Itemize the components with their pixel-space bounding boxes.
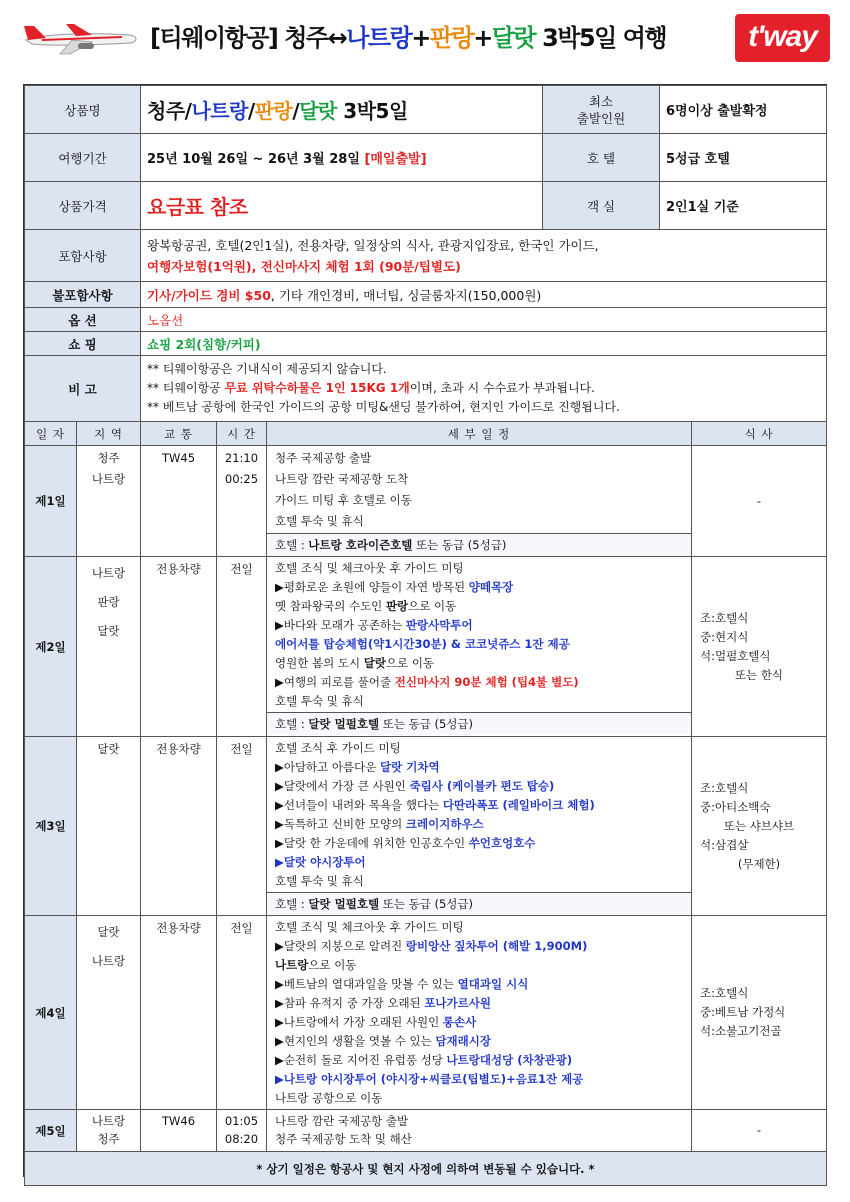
included-value [141, 230, 827, 282]
schedule-line [275, 673, 687, 692]
excluded-value [141, 282, 827, 308]
line-highlight: 달랏 [363, 656, 386, 670]
schedule-line: 호텔 조식 및 체크아웃 후 가이드 미팅 [275, 561, 464, 575]
line-text: ▶아담하고 아름다운 [275, 760, 381, 774]
line-highlight: 전신마사지 90분 체험 (팁4불 별도) [394, 675, 579, 689]
transport-cell: 전용차량 [141, 557, 217, 737]
schedule-line [275, 758, 687, 777]
min-participants-value: 6명이상 출발확정 [660, 86, 827, 134]
line-highlight: 나트랑 [275, 958, 309, 972]
day-label: 제2일 [25, 557, 77, 737]
meal-line: 또는 샤브샤브 [723, 818, 795, 833]
col-region: 지 역 [77, 422, 141, 446]
schedule-line: ▶달랏 야시장투어 [275, 855, 366, 869]
meal-line: 조:호텔식 [700, 610, 749, 625]
line-text: ▶독특하고 신비한 모양의 [275, 817, 406, 831]
transport-cell: 전용차량 [141, 916, 217, 1110]
line-highlight: 달랏 기차역 [380, 760, 440, 774]
product-name-part: / [292, 99, 300, 123]
region-cell [77, 557, 141, 737]
hotel-line [267, 533, 691, 556]
time-cell: 전일 [217, 737, 267, 916]
region-cell [77, 916, 141, 1110]
included-label: 포함사항 [25, 230, 141, 282]
title-plus: + [473, 24, 492, 52]
product-info-table [24, 85, 827, 422]
line-text: ▶참파 유적지 중 가장 오래된 [275, 996, 425, 1010]
guide-fee: 기사/가이드 경비 $50 [147, 287, 271, 303]
hotel-line [267, 712, 691, 735]
region: 청주 [97, 451, 120, 465]
schedule-row-day3 [25, 737, 827, 916]
hotel-grade: 또는 동급 (5성급) [379, 897, 473, 911]
schedule-line: 호텔 투숙 및 휴식 [275, 514, 364, 528]
included-line: 왕복항공권, 호텔(2인1실), 전용차량, 일정상의 식사, 관광지입장료, 한국인 가이드, [147, 237, 599, 253]
meal-line: 석:멀펄호텔식 [700, 648, 771, 663]
schedule-line: 에어서틀 탑승체험(약1시간30분) & 코코넛쥬스 1잔 제공 [275, 637, 570, 651]
line-text: ▶달랏 한 가운데에 위치한 인공호수인 [275, 836, 469, 850]
product-name-part: 3박5일 [336, 99, 408, 123]
included-line-highlight: 여행자보험(1억원), 전신마사지 체험 1회 (90분/팁별도) [147, 258, 461, 274]
product-name-part: 달랏 [299, 99, 337, 123]
schedule-line [275, 956, 687, 975]
schedule-line [275, 654, 687, 673]
hotel-name: 달랏 멀펄호텔 [308, 717, 380, 731]
region: 나트랑 [91, 1114, 126, 1128]
meal-line: (무제한) [737, 856, 781, 871]
line-highlight: 포나가르사원 [424, 996, 491, 1010]
col-transport: 교 통 [141, 422, 217, 446]
meal-cell [692, 916, 827, 1110]
col-day: 일 자 [25, 422, 77, 446]
product-name-part: 나트랑 [191, 99, 248, 123]
schedule-row-day1 [25, 446, 827, 557]
excluded-label: 불포함사항 [25, 282, 141, 308]
region: 나트랑 [91, 954, 126, 968]
schedule-line: 호텔 투숙 및 휴식 [275, 874, 364, 888]
meal-line: 조:호텔식 [700, 780, 749, 795]
region: 판랑 [97, 595, 120, 609]
price-label: 상품가격 [25, 182, 141, 230]
meal-line: 중:아티소백숙 [700, 799, 771, 814]
travel-period-dates: 25년 10월 26일 ~ 26년 3월 28일 [147, 152, 360, 167]
schedule-line: ▶나트랑 야시장투어 (야시장+씨클로(팁별도)+음료1잔 제공 [275, 1072, 584, 1086]
meal-cell [692, 737, 827, 916]
line-highlight: 양떼목장 [468, 580, 514, 594]
region-cell [77, 1110, 141, 1152]
excluded-rest: , 기타 개인경비, 매너팁, 싱글룸차지(150,000원) [270, 287, 542, 303]
region: 청주 [97, 1132, 120, 1146]
time: 21:10 [224, 451, 259, 465]
line-text: 옛 참파왕국의 수도인 [275, 599, 386, 613]
title-suffix: 3박5일 여행 [542, 24, 667, 52]
time-cell: 전일 [217, 916, 267, 1110]
travel-period-label: 여행기간 [25, 134, 141, 182]
product-name-part: / [247, 99, 255, 123]
title-dest-dalat: 달랏 [491, 24, 536, 52]
schedule-line: 호텔 투숙 및 휴식 [275, 694, 364, 708]
meal-line: 조:호텔식 [700, 986, 749, 1000]
line-highlight: 쑤언흐엉호수 [468, 836, 536, 850]
line-highlight: 판랑 [385, 599, 409, 613]
remark-text: 이며, 초과 시 수수료가 부과됩니다. [409, 381, 595, 395]
schedule-line: 나트랑 공항으로 이동 [275, 1091, 383, 1105]
schedule-line [275, 994, 687, 1013]
time-cell: 전일 [217, 557, 267, 737]
col-meal: 식 사 [692, 422, 827, 446]
line-highlight: 랑비앙산 짚차투어 (해발 1,900M) [405, 939, 588, 953]
meal-line: 중:베트남 가정식 [700, 1005, 786, 1019]
region: 나트랑 [91, 566, 126, 580]
remark-line: ** 베트남 공항에 한국인 가이드의 공항 미팅&샌딩 불가하여, 현지인 가이드로 진행됩니다. [147, 400, 620, 414]
schedule-line [275, 1013, 687, 1032]
remark-line [147, 379, 826, 398]
region-cell [77, 446, 141, 557]
title-dest-nhatrang: 나트랑 [346, 24, 412, 52]
room-value: 2인1실 기준 [660, 182, 827, 230]
region: 달랏 [97, 624, 120, 638]
remarks-label: 비 고 [25, 356, 141, 422]
title-plus: + [411, 24, 430, 52]
line-highlight: 롱손사 [442, 1015, 477, 1029]
round-trip-arrow-icon: ↔ [327, 24, 347, 52]
shopping-label: 쇼 핑 [25, 332, 141, 356]
page-header [0, 0, 850, 80]
remark-text: ** 티웨이항공 [147, 381, 225, 395]
line-highlight: 다딴라폭포 (레일바이크 체험) [442, 798, 595, 812]
hotel-grade: 또는 동급 (5성급) [379, 717, 473, 731]
option-label: 옵 션 [25, 308, 141, 332]
daily-departure-note: [매일출발] [364, 152, 427, 167]
line-text: 으로 이동 [308, 958, 357, 972]
meal-cell [692, 557, 827, 737]
remarks-value [141, 356, 827, 422]
schedule-row-day5 [25, 1110, 827, 1152]
hotel-line [267, 892, 691, 915]
hotel-grade: 또는 동급 (5성급) [412, 538, 507, 552]
schedule-row-day2 [25, 557, 827, 737]
line-text: 영원한 봄의 도시 [275, 656, 364, 670]
detail-cell [267, 557, 692, 737]
schedule-line: 나트랑 깜란 국제공항 도착 [275, 472, 409, 486]
time-cell [217, 446, 267, 557]
detail-cell [267, 446, 692, 557]
schedule-line: 청주 국제공항 출발 [275, 451, 372, 465]
product-name-part: 청주/ [147, 99, 192, 123]
meal-line: 석:소불고기전골 [700, 1024, 782, 1038]
meal-line: 석:삼겹살 [700, 837, 749, 852]
price-value: 요금표 참조 [141, 182, 543, 230]
schedule-line: 청주 국제공항 도착 및 해산 [275, 1132, 412, 1146]
product-name-label: 상품명 [25, 86, 141, 134]
day-label: 제1일 [25, 446, 77, 557]
line-highlight: 나트랑대성당 (차창관광) [446, 1053, 573, 1067]
line-text: ▶나트랑에서 가장 오래된 사원인 [275, 1015, 443, 1029]
title-prefix: [티웨이항공] 청주 [150, 24, 328, 52]
line-text: ▶달랏의 지붕으로 알려진 [275, 939, 406, 953]
transport-cell: TW45 [141, 446, 217, 557]
tway-logo: t'way [735, 14, 830, 62]
footer-notice: * 상기 일정은 항공사 및 현지 사정에 의하여 변동될 수 있습니다. * [25, 1152, 827, 1186]
baggage-allowance: 무료 위탁수하물은 1인 15KG 1개 [224, 381, 410, 395]
schedule-line: 나트랑 깜란 국제공항 출발 [275, 1114, 409, 1128]
meal-line: 또는 한식 [734, 667, 784, 682]
line-text: ▶베트남의 열대과일을 맛볼 수 있는 [275, 977, 458, 991]
title-dest-phanrang: 판랑 [429, 24, 474, 52]
transport-cell: 전용차량 [141, 737, 217, 916]
itinerary-frame [23, 84, 827, 1177]
time: 00:25 [224, 472, 259, 486]
schedule-line [275, 777, 687, 796]
line-text: ▶현지인의 생활을 엿볼 수 있는 [275, 1034, 436, 1048]
line-text: 으로 이동 [408, 599, 457, 613]
region: 나트랑 [91, 472, 126, 486]
line-text: ▶순전히 돌로 지어진 유럽풍 성당 [275, 1053, 447, 1067]
product-name-part: 판랑 [254, 99, 293, 123]
schedule-line: 호텔 조식 후 가이드 미팅 [275, 741, 401, 755]
hotel-label: 호 텔 [543, 134, 660, 182]
schedule-line [275, 597, 687, 616]
time-cell [217, 1110, 267, 1152]
schedule-line [275, 937, 687, 956]
time: 01:05 [224, 1114, 259, 1128]
travel-period-value [141, 134, 543, 182]
line-text: ▶평화로운 초원에 양들이 자연 방목된 [275, 580, 469, 594]
room-label: 객 실 [543, 182, 660, 230]
hotel-prefix: 호텔 : [275, 717, 309, 731]
meal-line: 중:현지식 [700, 629, 749, 644]
detail-cell [267, 916, 692, 1110]
shopping-value: 쇼핑 2회(침향/커피) [141, 332, 827, 356]
time: 08:20 [224, 1132, 259, 1146]
region-cell: 달랏 [77, 737, 141, 916]
line-text: ▶바다와 모래가 공존하는 [275, 618, 406, 632]
line-highlight: 담재래시장 [435, 1034, 491, 1048]
product-name-value [141, 86, 543, 134]
schedule-line [275, 834, 687, 853]
page-title [150, 18, 666, 53]
min-participants-label: 최소 출발인원 [543, 86, 660, 134]
schedule-line [275, 578, 687, 597]
line-highlight: 죽림사 (케이블카 편도 탑승) [409, 779, 555, 793]
region: 달랏 [97, 925, 120, 939]
meal-cell: - [692, 1110, 827, 1152]
line-highlight: 열대과일 시식 [457, 977, 529, 991]
schedule-line [275, 1032, 687, 1051]
schedule-table [24, 421, 827, 1186]
schedule-line: 가이드 미팅 후 호텔로 이동 [275, 493, 412, 507]
detail-cell [267, 1110, 692, 1152]
col-detail: 세 부 일 정 [267, 422, 692, 446]
hotel-name: 달랏 멀펄호텔 [308, 897, 380, 911]
hotel-name: 나트랑 호라이즌호텔 [308, 538, 413, 552]
line-highlight: 크레이지하우스 [405, 817, 484, 831]
airplane-icon [22, 18, 140, 58]
hotel-prefix: 호텔 : [275, 897, 309, 911]
schedule-line: 호텔 조식 및 체크아웃 후 가이드 미팅 [275, 920, 464, 934]
line-text: ▶달랏에서 가장 큰 사원인 [275, 779, 410, 793]
schedule-line [275, 796, 687, 815]
detail-cell [267, 737, 692, 916]
schedule-line [275, 975, 687, 994]
schedule-row-day4 [25, 916, 827, 1110]
hotel-value: 5성급 호텔 [660, 134, 827, 182]
day-label: 제3일 [25, 737, 77, 916]
hotel-prefix: 호텔 : [275, 538, 309, 552]
meal-cell: - [692, 446, 827, 557]
schedule-line [275, 1051, 687, 1070]
line-highlight: 판랑사막투어 [405, 618, 473, 632]
line-text: ▶여행의 피로를 풀어줄 [275, 675, 395, 689]
day-label: 제5일 [25, 1110, 77, 1152]
option-value: 노옵션 [141, 308, 827, 332]
schedule-line [275, 616, 687, 635]
line-text: 으로 이동 [385, 656, 435, 670]
day-label: 제4일 [25, 916, 77, 1110]
remark-line: ** 티웨이항공은 기내식이 제공되지 않습니다. [147, 362, 387, 376]
line-text: ▶선녀들이 내려와 목욕을 했다는 [275, 798, 443, 812]
transport-cell: TW46 [141, 1110, 217, 1152]
schedule-line [275, 815, 687, 834]
col-time: 시 간 [217, 422, 267, 446]
